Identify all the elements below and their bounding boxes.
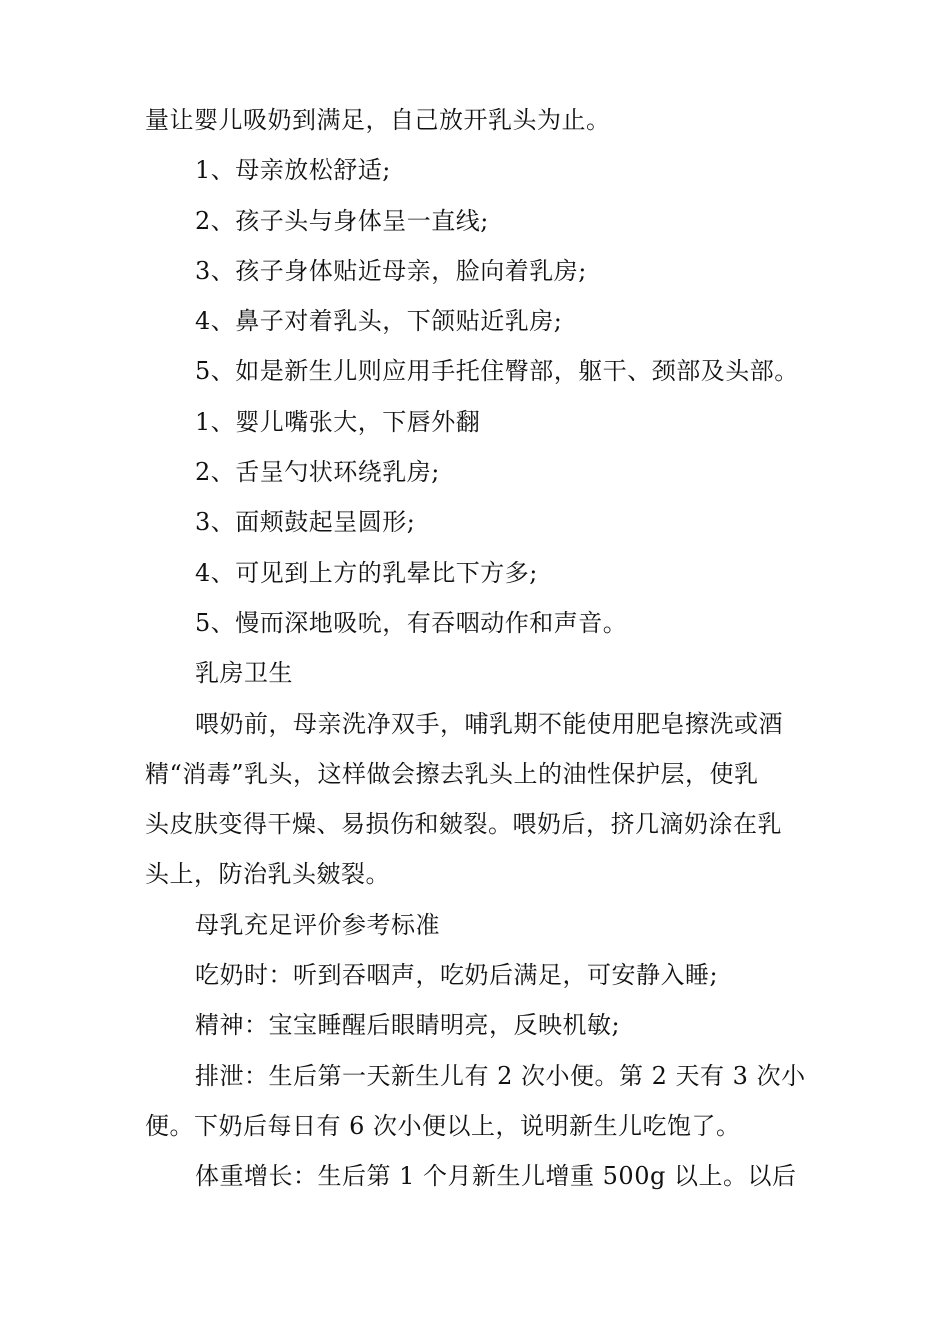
paragraph-line: 体重增长：生后第 1 个月新生儿增重 500g 以上。以后 bbox=[195, 1162, 797, 1191]
list-item: 2、舌呈勺状环绕乳房; bbox=[195, 458, 440, 487]
section-heading: 母乳充足评价参考标准 bbox=[195, 910, 440, 939]
paragraph-line: 量让婴儿吸奶到满足，自己放开乳头为止。 bbox=[145, 106, 611, 134]
paragraph-line: 头上，防治乳头皴裂。 bbox=[145, 860, 390, 889]
list-item: 1、婴儿嘴张大，下唇外翻 bbox=[195, 407, 481, 436]
list-item: 3、面颊鼓起呈圆形; bbox=[195, 508, 416, 537]
paragraph-line: 吃奶时：听到吞咽声，吃奶后满足，可安静入睡; bbox=[195, 961, 719, 990]
paragraph-line: 便。下奶后每日有 6 次小便以上，说明新生儿吃饱了。 bbox=[145, 1111, 741, 1140]
section-heading: 乳房卫生 bbox=[195, 659, 293, 688]
paragraph-line: 头皮肤变得干燥、易损伤和皴裂。喂奶后，挤几滴奶涂在乳 bbox=[145, 810, 782, 839]
list-item: 2、孩子头与身体呈一直线; bbox=[195, 206, 489, 235]
list-item: 4、鼻子对着乳头，下颌贴近乳房; bbox=[195, 307, 563, 336]
list-item: 1、母亲放松舒适; bbox=[195, 156, 391, 185]
paragraph-line: 精神：宝宝睡醒后眼睛明亮，反映机敏; bbox=[195, 1011, 621, 1040]
paragraph-line: 喂奶前，母亲洗净双手，哺乳期不能使用肥皂擦洗或酒 bbox=[195, 709, 783, 738]
list-item: 5、如是新生儿则应用手托住臀部，躯干、颈部及头部。 bbox=[195, 357, 799, 386]
list-item: 3、孩子身体贴近母亲，脸向着乳房; bbox=[195, 256, 587, 285]
paragraph-line: 精“消毒”乳头，这样做会擦去乳头上的油性保护层，使乳 bbox=[145, 759, 759, 788]
document-body bbox=[145, 95, 810, 1202]
list-item: 4、可见到上方的乳晕比下方多; bbox=[195, 558, 538, 587]
paragraph-line: 排泄：生后第一天新生儿有 2 次小便。第 2 天有 3 次小 bbox=[195, 1061, 806, 1090]
list-item: 5、慢而深地吸吮，有吞咽动作和声音。 bbox=[195, 608, 628, 637]
